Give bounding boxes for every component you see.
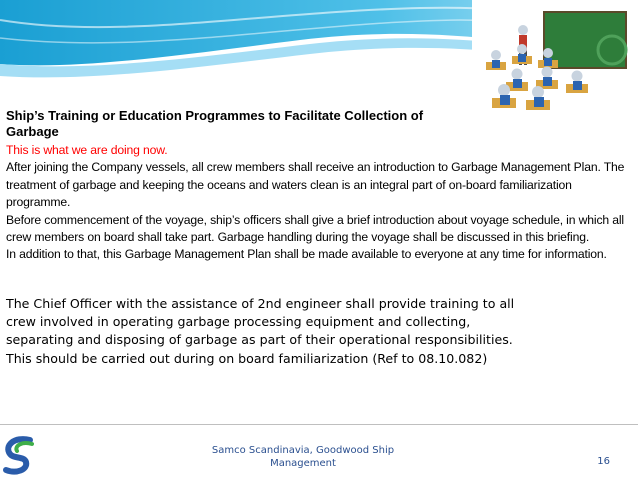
training-line: crew involved in operating garbage processing equipment and collecting, (6, 314, 471, 330)
training-line: This should be carried out during on board familiarization (Ref to 08.10.082) (6, 350, 488, 366)
footer-company-line: Management (270, 458, 336, 469)
training-line: separating and disposing of garbage as part of their operational responsibilities. (6, 332, 513, 348)
highlight-text: This is what we are doing now. (6, 143, 168, 157)
page-number: 16 (597, 456, 610, 467)
body-text (6, 142, 632, 264)
footer-company-line: Samco Scandinavia, Goodwood Ship (211, 445, 395, 456)
company-logo-icon (0, 432, 40, 478)
footer-divider (0, 424, 638, 425)
paragraph-briefing: Before commencement of the voyage, ship’s officers shall give a brief introduction about voyage schedule, in which all crew members on board shall take part. Garbage handling during the voyage shall be discussed in this briefing. (6, 212, 624, 245)
classroom-illustration (472, 0, 638, 122)
paragraph-availability: In addition to that, this Garbage Management Plan shall be made available to everyone at any time for information. (6, 247, 607, 262)
footer-company-name (190, 444, 416, 470)
slide-title: Ship’s Training or Education Programmes to Facilitate Collection of Garbage (6, 108, 424, 139)
training-line: The Chief Officer with the assistance of 2nd engineer shall provide training to all (6, 296, 515, 311)
paragraph-introduction: After joining the Company vessels, all crew members shall receive an introduction to Garbage Management Plan. The treatment of garbage and keeping the oceans and waters clean is an integral part of on-board familiarization programme. (6, 160, 625, 210)
training-responsibility-text (6, 295, 632, 368)
